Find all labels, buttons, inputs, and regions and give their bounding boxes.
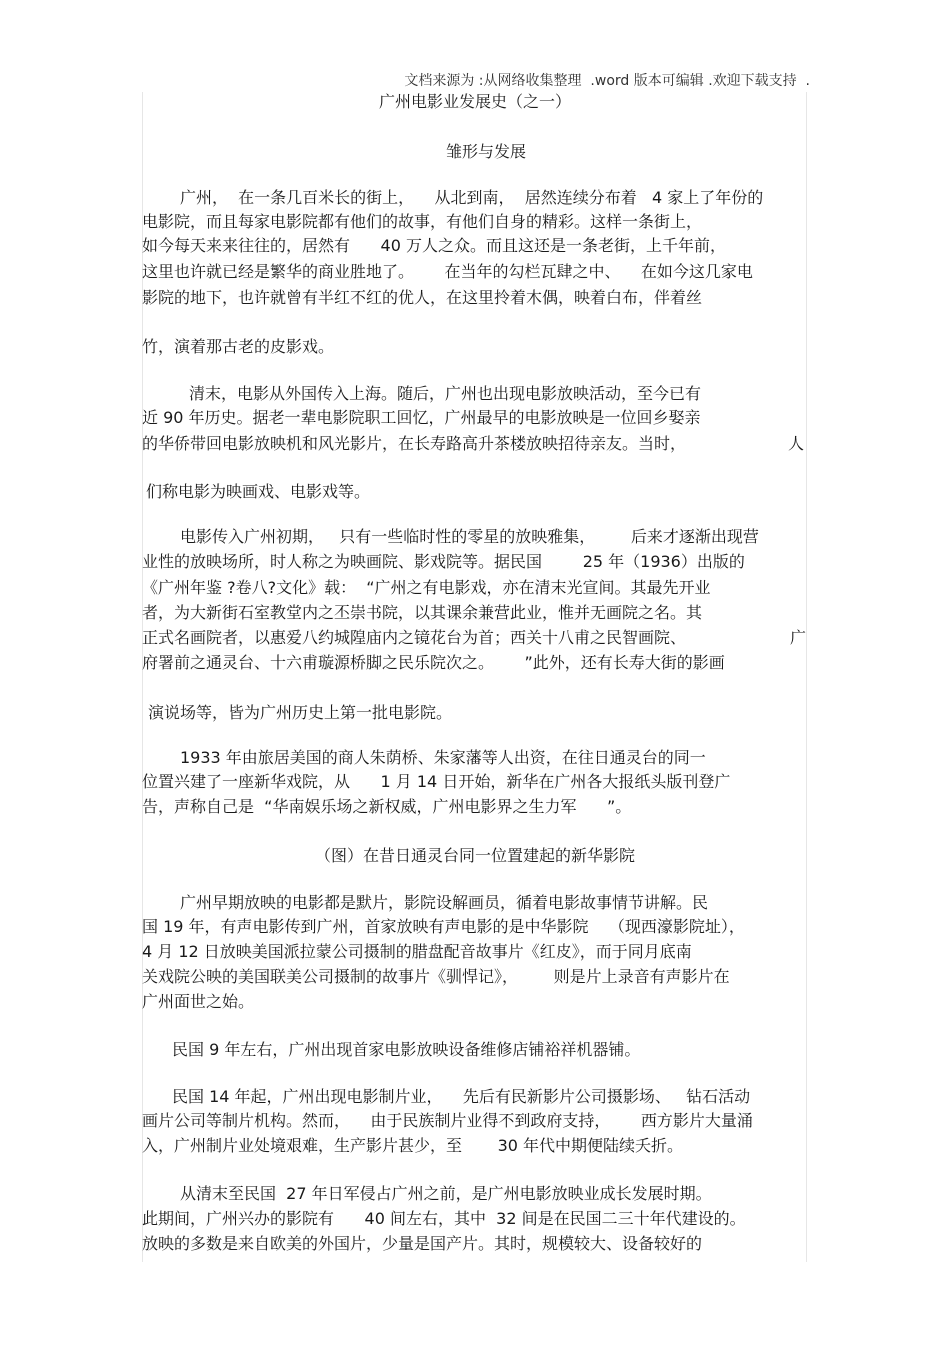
body-line: 人	[788, 434, 805, 453]
body-line: 如今每天来来往往的，居然有 40 万人之众。而且这还是一条老街，上千年前，	[142, 236, 726, 255]
body-line: 府署前之通灵台、十六甫璇源桥脚之民乐院次之。 ”此外，还有长寿大街的影画	[142, 653, 725, 672]
body-line: 1933 年由旅居美国的商人朱荫桥、朱家藩等人出资，在往日通灵台的同一	[180, 748, 706, 767]
body-line: 民国 14 年起，广州出现电影制片业， 先后有民新影片公司摄影场、 钻石活动	[172, 1087, 751, 1106]
body-line: 清末，电影从外国传入上海。随后，广州也出现电影放映活动，至今已有	[189, 384, 702, 403]
body-line: 《广州年鉴 ?卷八?文化》载： “广州之有电影戏，亦在清末光宣间。其最先开业	[142, 578, 711, 597]
body-line: 这里也许就已经是繁华的商业胜地了。 在当年的勾栏瓦肆之中、 在如今这几家电	[142, 262, 753, 281]
body-line: 广州早期放映的电影都是默片，影院设解画员，循着电影故事情节讲解。民	[180, 893, 709, 912]
body-line: 放映的多数是来自欧美的外国片，少量是国产片。其时，规模较大、设备较好的	[142, 1234, 703, 1253]
body-line: 画片公司等制片机构。然而， 由于民族制片业得不到政府支持， 西方影片大量涌	[142, 1111, 753, 1130]
body-line: 电影传入广州初期， 只有一些临时性的零星的放映雅集， 后来才逐渐出现营	[180, 527, 759, 546]
body-line: 4 月 12 日放映美国派拉蒙公司摄制的腊盘配音故事片《红皮》，而于同月底南	[142, 942, 692, 961]
right-margin-rule	[806, 92, 807, 1262]
body-line: 电影院，而且每家电影院都有他们的故事，有他们自身的精彩。这样一条街上，	[142, 212, 703, 231]
body-line: 们称电影为映画戏、电影戏等。	[146, 482, 371, 501]
document-title: 广州电影业发展史（之一）	[378, 92, 571, 111]
section-subtitle: 雏形与发展	[446, 142, 527, 161]
body-line: 入，广州制片业处境艰难，生产影片甚少，至 30 年代中期便陆续夭折。	[142, 1136, 684, 1155]
body-line: 演说场等，皆为广州历史上第一批电影院。	[148, 703, 453, 722]
body-line: 影院的地下，也许就曾有半红不红的优人，在这里拎着木偶，映着白布，伴着丝	[142, 288, 703, 307]
body-line: 正式名画院者，以惠爱八约城隍庙内之镜花台为首；西关十八甫之民智画院、	[142, 628, 687, 647]
body-line: 广州， 在一条几百米长的街上， 从北到南， 居然连续分布着 4 家上了年份的	[180, 188, 764, 207]
body-line: 国 19 年，有声电影传到广州，首家放映有声电影的是中华影院 （现西濠影院址），	[142, 917, 745, 936]
body-line: 近 90 年历史。据老一辈电影院职工回忆，广州最早的电影放映是一位回乡娶亲	[142, 408, 701, 427]
body-line: 告，声称自己是 “华南娱乐场之新权威，广州电影界之生力军 ”。	[142, 797, 632, 816]
body-line: 业性的放映场所，时人称之为映画院、影戏院等。据民国 25 年（1936）出版的	[142, 552, 745, 571]
body-line: 关戏院公映的美国联美公司摄制的故事片《驯悍记》， 则是片上录音有声影片在	[142, 967, 730, 986]
body-line: 位置兴建了一座新华戏院，从 1 月 14 日开始，新华在广州各大报纸头版刊登广	[142, 772, 731, 791]
figure-caption: （图）在昔日通灵台同一位置建起的新华影院	[314, 846, 635, 865]
body-line: 的华侨带回电影放映机和风光影片，在长寿路高升茶楼放映招待亲友。当时，	[142, 434, 687, 453]
body-line: 从清末至民国 27 年日军侵占广州之前，是广州电影放映业成长发展时期。	[180, 1184, 712, 1203]
source-note: 文档来源为 :从网络收集整理 .word 版本可编辑 .欢迎下载支持 .	[404, 73, 810, 89]
body-line: 竹，演着那古老的皮影戏。	[142, 337, 335, 356]
body-line: 广	[790, 628, 807, 647]
body-line: 广州面世之始。	[142, 992, 255, 1011]
body-line: 者，为大新街石室教堂内之丕崇书院，以其课余兼营此业，惟并无画院之名。其	[142, 603, 703, 622]
body-line: 民国 9 年左右，广州出现首家电影放映设备维修店铺裕祥机器铺。	[172, 1040, 641, 1059]
body-line: 此期间，广州兴办的影院有 40 间左右，其中 32 间是在民国二三十年代建设的。	[142, 1209, 746, 1228]
